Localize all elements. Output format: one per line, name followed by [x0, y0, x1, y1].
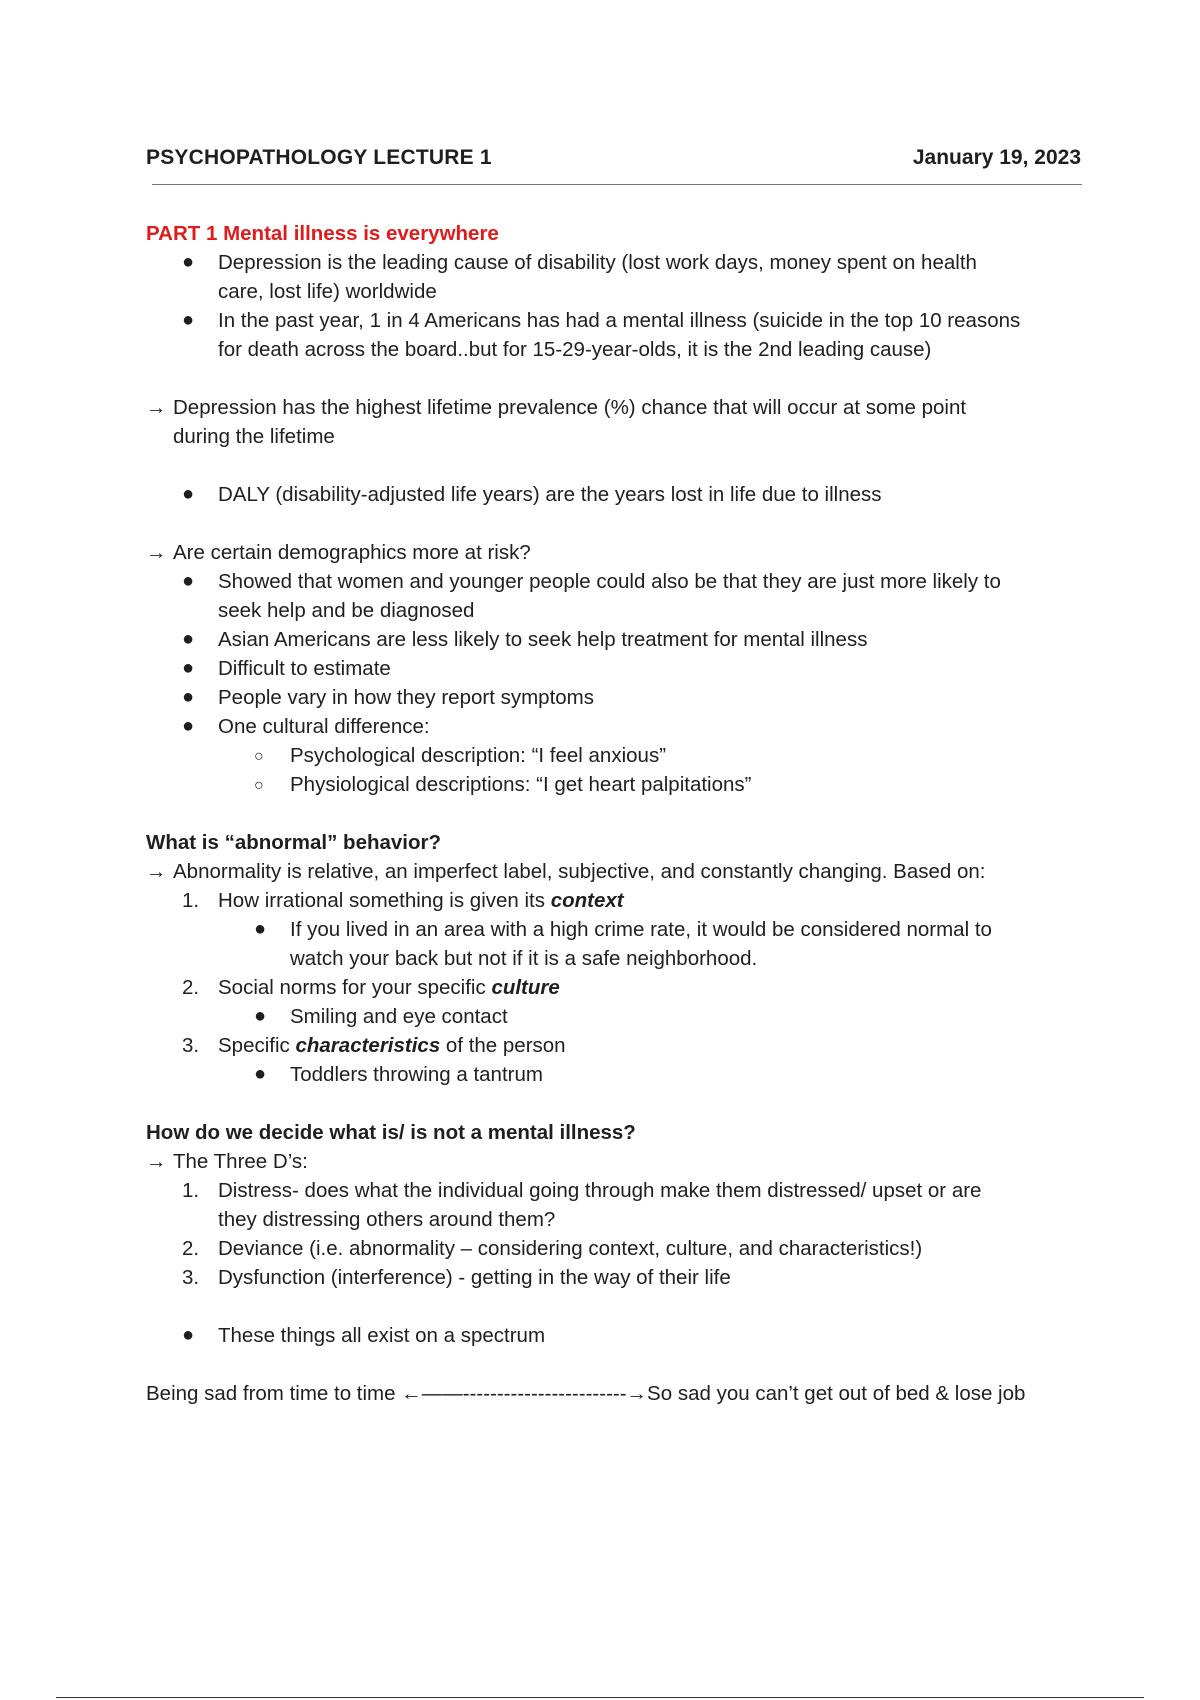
- list-item: [146, 654, 1096, 683]
- bullet-icon: ●: [182, 715, 195, 737]
- numbered-item: [146, 886, 1096, 915]
- sub-bullet-text: Psychological description: “I feel anxious”: [290, 744, 667, 767]
- bullet-icon: ●: [182, 657, 195, 679]
- spacer: [146, 1350, 1096, 1379]
- numbered-item: [146, 1031, 1096, 1060]
- list-item: [146, 683, 1096, 712]
- page-bottom-divider: [56, 1697, 1144, 1698]
- bullet-icon: ●: [182, 570, 195, 592]
- hollow-bullet-icon: ○: [254, 748, 264, 765]
- bullet-icon: ●: [254, 1063, 267, 1085]
- bullet-text-continued: for death across the board..but for 15-29-year-olds, it is the 2nd leading cause): [218, 338, 932, 361]
- part1-heading: PART 1 Mental illness is everywhere: [146, 222, 499, 245]
- arrow-right-icon: →: [146, 860, 167, 883]
- item-text-continued: they distressing others around them?: [218, 1208, 556, 1231]
- arrow-point-text: The Three D’s:: [173, 1150, 308, 1173]
- bullet-icon: ●: [182, 628, 195, 650]
- item-text: Dysfunction (interference) - getting in the way of their life: [218, 1266, 731, 1289]
- spectrum-line: Being sad from time to time ←——------------------------→So sad you can’t get out of bed & lose job: [146, 1382, 1026, 1405]
- bullet-icon: ●: [182, 251, 195, 273]
- bullet-text-continued: seek help and be diagnosed: [218, 599, 475, 622]
- numbered-item: [146, 1176, 1096, 1205]
- bullet-text: Depression is the leading cause of disability (lost work days, money spent on health: [218, 251, 977, 274]
- sub-bullet-text-continued: watch your back but not if it is a safe neighborhood.: [290, 947, 758, 970]
- list-item: [146, 248, 1096, 277]
- arrow-right-icon: →: [146, 396, 167, 419]
- arrow-point-text-continued: during the lifetime: [173, 425, 335, 448]
- arrow-point-text: Abnormality is relative, an imperfect label, subjective, and constantly changing. Based on:: [173, 860, 986, 883]
- lecture-date: January 19, 2023: [912, 146, 1081, 169]
- list-item: [146, 625, 1096, 654]
- bullet-text: In the past year, 1 in 4 Americans has had a mental illness (suicide in the top 10 reasons: [218, 309, 1021, 332]
- bullet-text: Asian Americans are less likely to seek help treatment for mental illness: [218, 628, 868, 651]
- spacer: [146, 364, 1096, 393]
- spacer: [146, 509, 1096, 538]
- spacer: [146, 451, 1096, 480]
- arrow-point: [146, 393, 1096, 422]
- list-item: [146, 480, 1096, 509]
- bullet-icon: ●: [182, 686, 195, 708]
- arrow-point: [146, 1147, 1096, 1176]
- sub-bullet-text: If you lived in an area with a high crime rate, it would be considered normal to: [290, 918, 992, 941]
- sub-bullet-text: Physiological descriptions: “I get heart palpitations”: [290, 773, 752, 796]
- bullet-icon: ●: [254, 918, 267, 940]
- sub-list-item: [146, 1060, 1096, 1089]
- spacer: [146, 1292, 1096, 1321]
- document-header: [146, 146, 1081, 172]
- list-item: [146, 306, 1096, 335]
- item-text: Distress- does what the individual going through make them distressed/ upset or are: [218, 1179, 982, 1202]
- numbered-item: [146, 1234, 1096, 1263]
- arrow-right-icon: →: [146, 541, 167, 564]
- sub-bullet-text: Toddlers throwing a tantrum: [290, 1063, 543, 1086]
- spacer: [146, 1089, 1096, 1118]
- header-divider: [152, 184, 1082, 185]
- sub-bullet-text: Smiling and eye contact: [290, 1005, 508, 1028]
- bullet-icon: ●: [182, 309, 195, 331]
- item-text: Specific: [218, 1034, 296, 1057]
- item-text: Deviance (i.e. abnormality – considering context, culture, and characteristics!): [218, 1237, 923, 1260]
- abnormal-heading: What is “abnormal” behavior?: [146, 831, 442, 854]
- bullet-icon: ●: [182, 483, 195, 505]
- arrow-point-text: Depression has the highest lifetime prevalence (%) chance that will occur at some point: [173, 396, 967, 419]
- bullet-text-continued: care, lost life) worldwide: [218, 280, 437, 303]
- arrow-point-text: Are certain demographics more at risk?: [173, 541, 531, 564]
- numbered-item: [146, 973, 1096, 1002]
- item-number: 1.: [182, 1179, 200, 1202]
- item-number: 3.: [182, 1034, 200, 1057]
- sub-list-item: [146, 770, 1096, 799]
- bullet-text: Difficult to estimate: [218, 657, 391, 680]
- arrow-right-icon: →: [146, 1150, 167, 1173]
- list-item: [146, 1321, 1096, 1350]
- item-text: Social norms for your specific: [218, 976, 492, 999]
- sub-list-item: [146, 1002, 1096, 1031]
- bullet-text: People vary in how they report symptoms: [218, 686, 594, 709]
- bullet-text: These things all exist on a spectrum: [218, 1324, 546, 1347]
- notes-body: [146, 219, 1096, 1408]
- sub-list-item: [146, 741, 1096, 770]
- spacer: [146, 799, 1096, 828]
- lecture-title: PSYCHOPATHOLOGY LECTURE 1: [146, 146, 492, 169]
- arrow-point: [146, 857, 1096, 886]
- item-text-end: of the person: [440, 1034, 566, 1057]
- decide-heading: How do we decide what is/ is not a mental illness?: [146, 1121, 636, 1144]
- list-item: [146, 567, 1096, 596]
- item-number: 2.: [182, 976, 200, 999]
- bullet-icon: ●: [182, 1324, 195, 1346]
- item-emphasis: context: [550, 889, 624, 912]
- item-emphasis: culture: [491, 976, 560, 999]
- item-number: 3.: [182, 1266, 200, 1289]
- bullet-text: DALY (disability-adjusted life years) are the years lost in life due to illness: [218, 483, 882, 506]
- bullet-text: Showed that women and younger people could also be that they are just more likely to: [218, 570, 1001, 593]
- list-item: [146, 712, 1096, 741]
- item-number: 1.: [182, 889, 200, 912]
- sub-list-item: [146, 915, 1096, 944]
- arrow-point: [146, 538, 1096, 567]
- numbered-item: [146, 1263, 1096, 1292]
- item-text: How irrational something is given its: [218, 889, 551, 912]
- hollow-bullet-icon: ○: [254, 777, 264, 794]
- bullet-text: One cultural difference:: [218, 715, 430, 738]
- bullet-icon: ●: [254, 1005, 267, 1027]
- item-number: 2.: [182, 1237, 200, 1260]
- item-emphasis: characteristics: [295, 1034, 441, 1057]
